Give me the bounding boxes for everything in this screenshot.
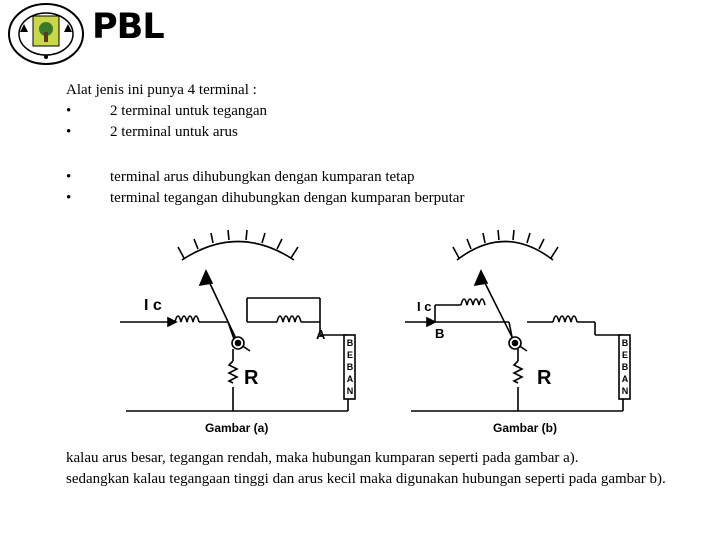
load-label: B E B A N [621, 338, 629, 396]
intro-heading: Alat jenis ini punya 4 terminal : [66, 82, 257, 98]
terminal-label: B [435, 326, 445, 341]
bullet-icon: • [66, 103, 72, 119]
resistor-label: R [244, 367, 259, 389]
figure-a [120, 225, 370, 440]
figure-b [405, 225, 655, 440]
intro-text [66, 80, 464, 209]
bullet-icon: • [66, 124, 72, 140]
conclusion-paragraph [66, 448, 689, 490]
bullet-icon: • [66, 190, 72, 206]
current-label: I c [144, 297, 162, 314]
figure-caption: Gambar (a) [205, 421, 269, 435]
list-item: • 2 terminal untuk tegangan [66, 101, 464, 122]
load-label: B E B A N [346, 338, 354, 396]
brand-title: PBL [92, 7, 164, 47]
list-item: • terminal tegangan dihubungkan dengan kumparan berputar [66, 188, 464, 209]
list-item: • 2 terminal untuk arus [66, 122, 464, 143]
terminal-label: A [316, 327, 326, 342]
figure-caption: Gambar (b) [493, 421, 558, 435]
current-label: I c [417, 299, 432, 314]
conclusion-line: kalau arus besar, tegangan rendah, maka hubungan kumparan seperti pada gambar a). [66, 450, 579, 466]
bullet-icon: • [66, 169, 72, 185]
list-item: • terminal arus dihubungkan dengan kumparan tetap [66, 167, 464, 188]
conclusion-line: sedangkan kalau tegangaan tinggi dan arus kecil maka digunakan hubungan seperti pada gambar b). [66, 471, 666, 487]
resistor-label: R [537, 367, 552, 389]
university-logo [6, 2, 86, 66]
